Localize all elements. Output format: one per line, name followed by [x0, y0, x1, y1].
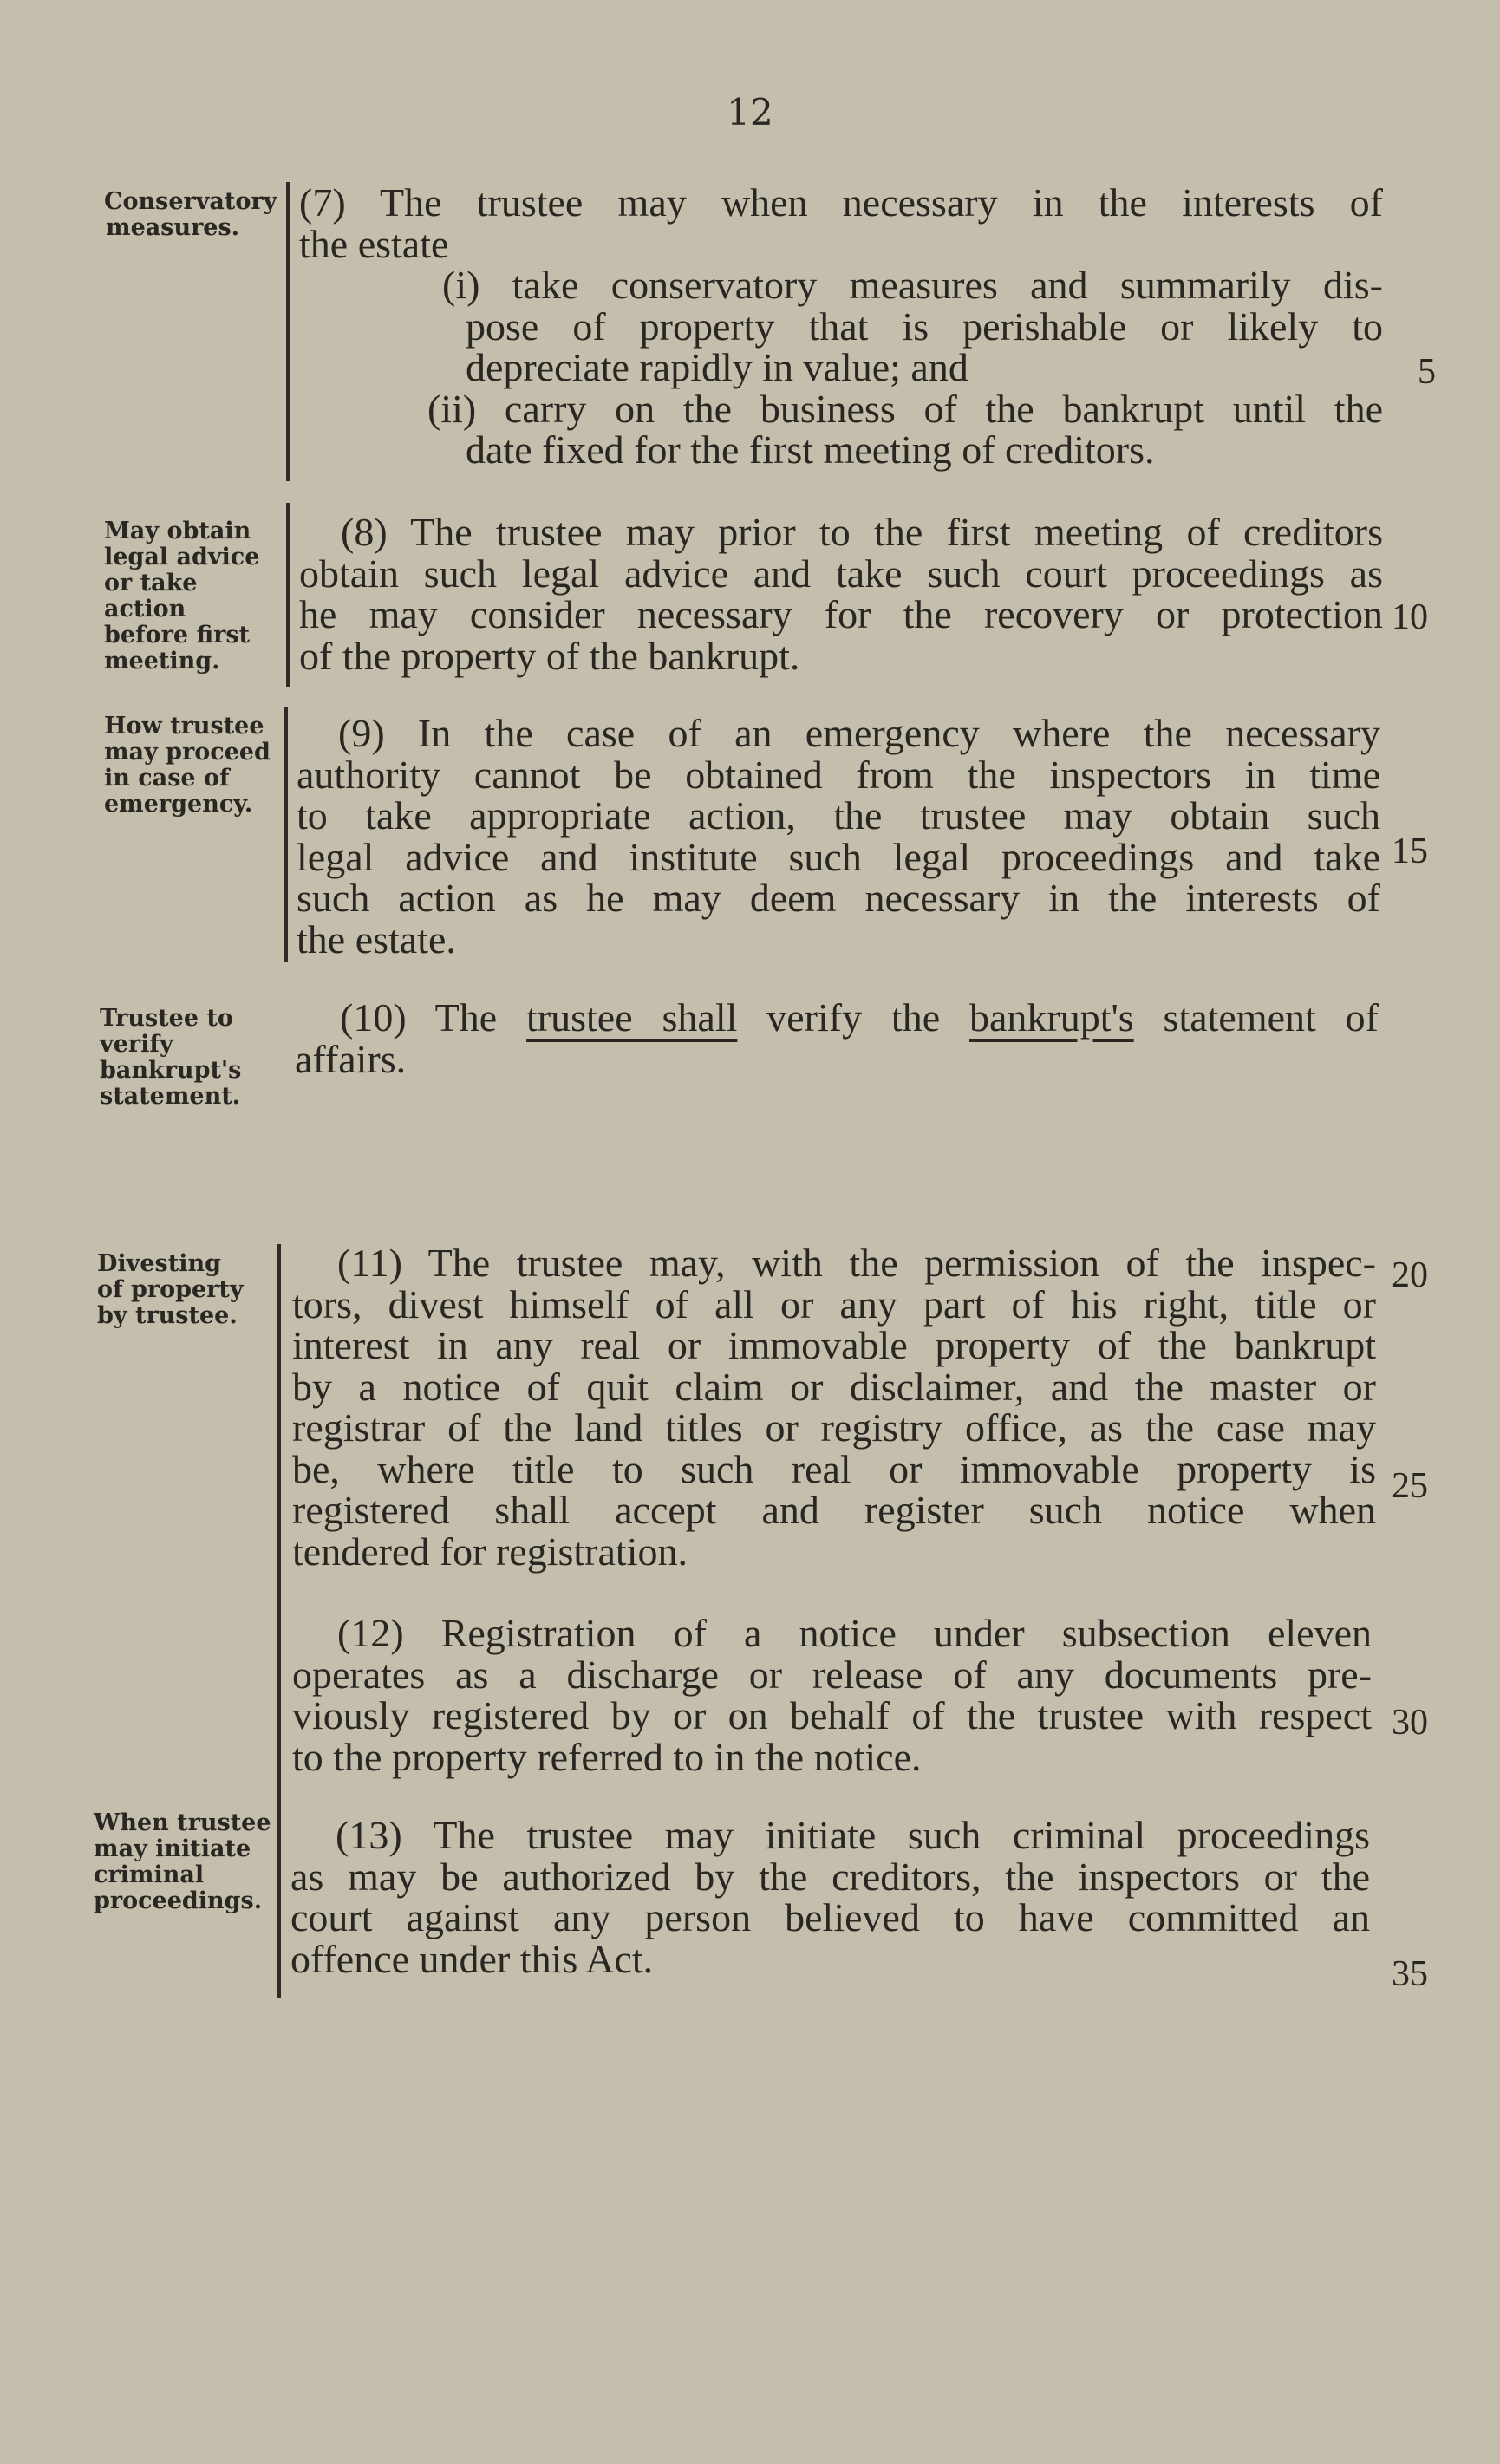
text-line: registered shall accept and register such notice when	[292, 1488, 1376, 1532]
text-line: tors, divest himself of all or any part of his right, title or	[292, 1281, 1376, 1327]
note-line: action	[104, 596, 186, 623]
paragraph-11	[292, 1242, 1376, 1572]
line-number: 30	[1392, 1703, 1428, 1743]
paragraph-12	[292, 1613, 1372, 1777]
text-line: to the property referred to in the notice.	[292, 1734, 922, 1779]
paragraph-8	[299, 512, 1383, 676]
text-line: pose of property that is perishable or likely to	[466, 303, 1383, 349]
text-line: by a notice of quit claim or disclaimer, and the master or	[292, 1364, 1376, 1409]
line-number: 15	[1392, 831, 1428, 871]
text-line: (13) The trustee may initiate such criminal proceedings	[336, 1813, 1370, 1857]
text-line: interest in any real or immovable property of the bankrupt	[292, 1323, 1376, 1367]
text-line: the estate.	[297, 916, 456, 961]
note-line: measures.	[106, 214, 240, 241]
margin-note-verify-statement	[100, 1006, 286, 1110]
text-line: (9) In the case of an emergency where the necessary	[338, 711, 1380, 755]
paragraph-13	[290, 1815, 1370, 1979]
text-line: such action as he may deem necessary in the interests of	[297, 876, 1380, 920]
text-line: (8) The trustee may prior to the first meeting of creditors	[341, 510, 1383, 554]
margin-note-conservatory	[104, 189, 290, 241]
line-number: 5	[1418, 352, 1436, 392]
text-line: obtain such legal advice and take such court proceedings as	[299, 551, 1383, 596]
margin-rule	[286, 182, 290, 481]
note-line: or take	[104, 570, 198, 596]
text-line: (11) The trustee may, with the permission of the inspec-	[337, 1241, 1376, 1285]
note-line: criminal	[94, 1861, 205, 1888]
text-line: as may be authorized by the creditors, the inspectors or the	[290, 1854, 1370, 1899]
note-line: verify	[100, 1031, 173, 1058]
margin-note-divesting	[97, 1251, 284, 1329]
note-line: legal advice	[104, 544, 260, 570]
text-line: affairs.	[295, 1036, 407, 1081]
note-line: emergency.	[104, 791, 253, 818]
text-line: offence under this Act.	[290, 1936, 654, 1981]
note-line: may proceed	[104, 739, 271, 766]
text-line: he may consider necessary for the recovery or protection	[299, 592, 1383, 636]
margin-note-emergency	[104, 714, 290, 818]
text-fragment: verify the	[737, 995, 969, 1040]
text-line: operates as a discharge or release of any documents pre-	[292, 1652, 1372, 1697]
page-number: 12	[727, 91, 773, 134]
line-number: 10	[1392, 597, 1428, 637]
note-line: May obtain	[104, 518, 251, 544]
text-line: tendered for registration.	[292, 1529, 688, 1574]
note-line: of property	[97, 1276, 244, 1303]
note-line: statement.	[100, 1083, 241, 1110]
text-line: (12) Registration of a notice under subsection eleven	[337, 1611, 1372, 1655]
note-line: How trustee	[104, 713, 264, 740]
text-line: depreciate rapidly in value; and	[466, 345, 968, 389]
note-line: before first	[104, 622, 251, 649]
paragraph-9	[297, 713, 1380, 960]
note-line: by trustee.	[97, 1302, 238, 1329]
text-line: date fixed for the first meeting of creditors.	[466, 427, 1155, 472]
text-line: the estate	[299, 221, 449, 266]
note-line: meeting.	[104, 648, 220, 675]
underlined-text: bankrupt's	[968, 995, 1134, 1040]
text-line: court against any person believed to have committed an	[290, 1895, 1370, 1939]
text-line: legal advice and institute such legal proceedings and take	[297, 834, 1380, 879]
note-line: Trustee to	[100, 1005, 233, 1032]
text-line: be, where title to such real or immovable property is	[292, 1446, 1376, 1491]
note-line: proceedings.	[94, 1887, 263, 1914]
note-line: bankrupt's	[100, 1057, 242, 1084]
margin-note-criminal-proceedings	[94, 1810, 280, 1914]
line-number: 25	[1392, 1466, 1428, 1506]
text-line	[295, 997, 1379, 1039]
margin-note-legal-advice	[104, 518, 290, 675]
paragraph-7	[299, 182, 1383, 471]
text-fragment: (10) The	[340, 995, 527, 1040]
paragraph-10	[295, 997, 1379, 1079]
note-line: in case of	[104, 765, 230, 792]
text-line: authority cannot be obtained from the inspectors in time	[297, 752, 1380, 797]
text-line: to take appropriate action, the trustee may obtain such	[297, 793, 1380, 838]
margin-rule	[284, 707, 288, 962]
text-line: registrar of the land titles or registry office, as the case may	[292, 1405, 1376, 1450]
underlined-text: trustee shall	[526, 995, 738, 1040]
text-line: (7) The trustee may when necessary in the interests of	[299, 180, 1383, 225]
line-number: 35	[1392, 1954, 1428, 1994]
text-line: (i) take conservatory measures and summarily dis-	[442, 263, 1383, 307]
text-line: (ii) carry on the business of the bankrupt until the	[427, 386, 1383, 431]
text-fragment: statement of	[1133, 995, 1379, 1040]
note-line: Conservatory	[104, 188, 277, 215]
line-number: 20	[1392, 1255, 1428, 1295]
note-line: Divesting	[97, 1250, 221, 1277]
margin-rule	[286, 503, 290, 687]
note-line: may initiate	[94, 1835, 251, 1862]
text-line: viously registered by or on behalf of the trustee with respect	[292, 1693, 1372, 1737]
text-line: of the property of the bankrupt.	[299, 633, 800, 678]
note-line: When trustee	[94, 1809, 271, 1836]
